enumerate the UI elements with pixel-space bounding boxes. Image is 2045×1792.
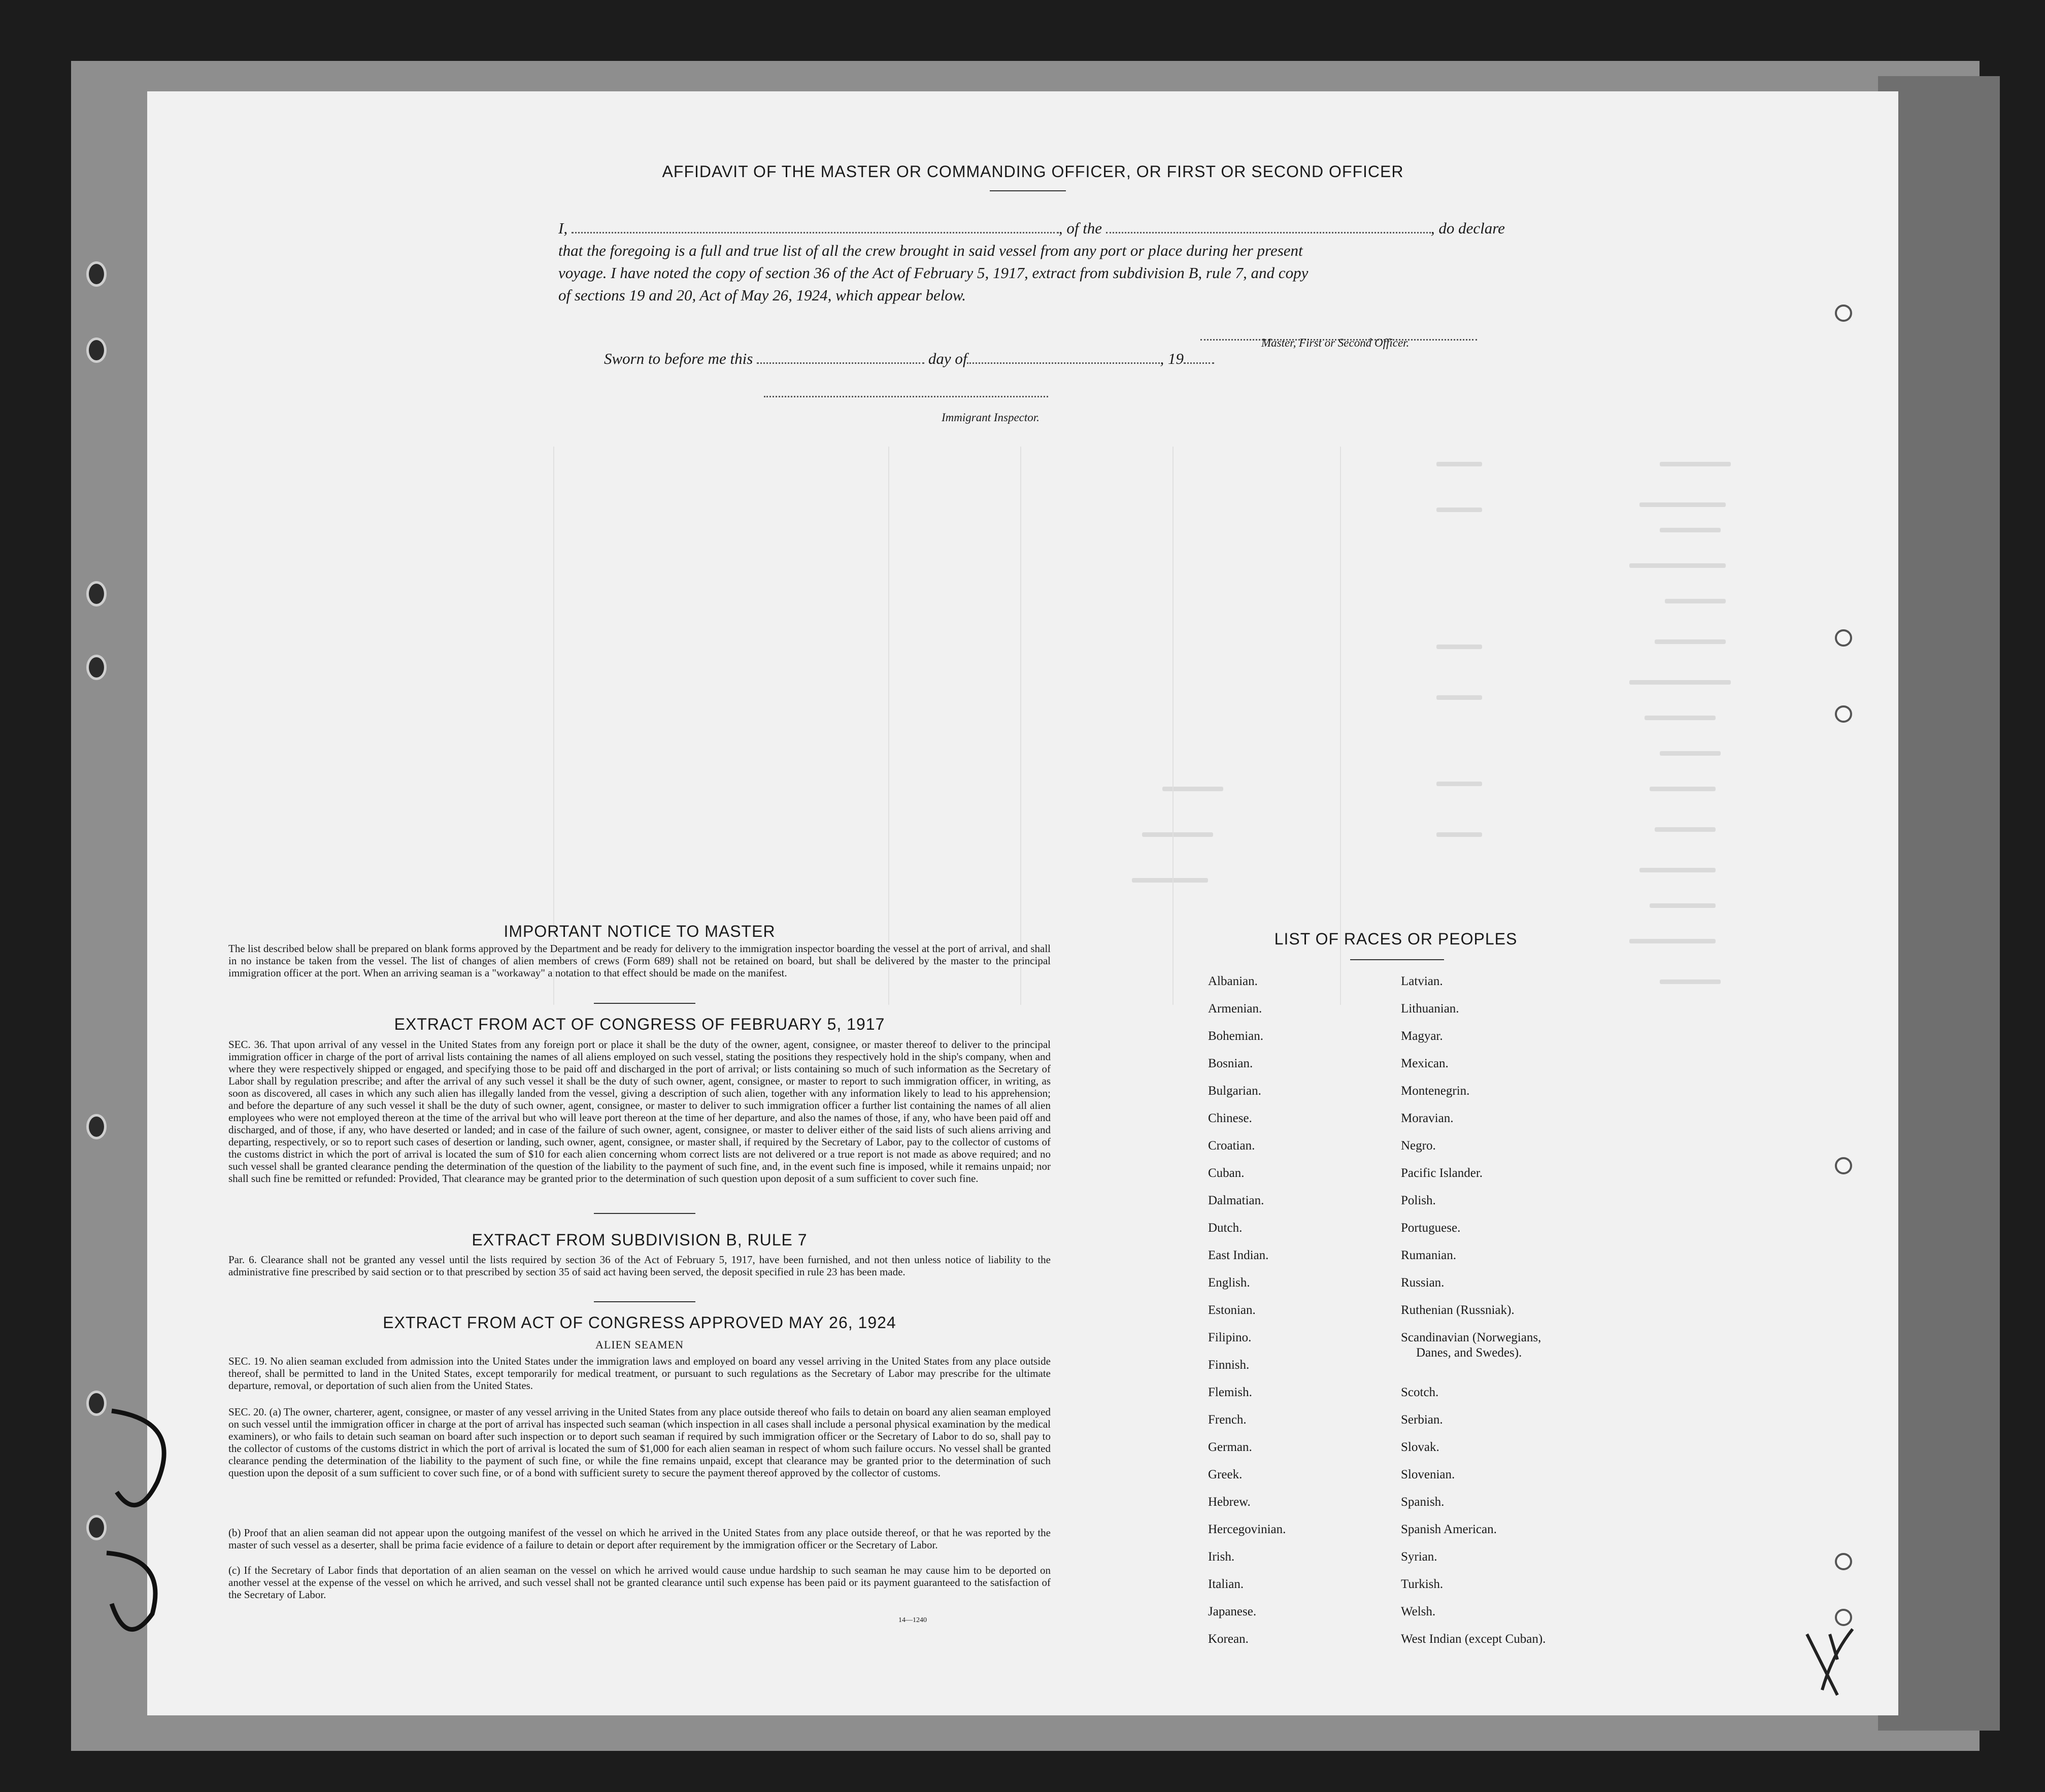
binder-hole <box>86 337 107 363</box>
race-item: Irish. <box>1208 1550 1235 1564</box>
extract-1917-title: EXTRACT FROM ACT OF CONGRESS OF FEBRUARY 5, 1917 <box>394 1015 885 1033</box>
race-item: Bohemian. <box>1208 1029 1264 1043</box>
race-item: German. <box>1208 1440 1252 1454</box>
extract-1924-sec20c: (c) If the Secretary of Labor finds that deportation of an alien seaman on the vessel on which he arrived would cause undue hardship to such seaman he may cause him to be deported on another vessel at the expense of the vessel on which he arrived, and such vessel shall not be granted clearance until such expense has been paid or its payment guaranteed to the satisfaction of the Secretary of Labor. <box>228 1564 1051 1601</box>
punch-mark <box>1835 705 1852 723</box>
bleed-through-mark <box>1132 878 1208 883</box>
bleed-through-line <box>553 447 554 1005</box>
binder-hole <box>86 581 107 606</box>
race-item: Russian. <box>1401 1276 1445 1290</box>
bleed-through-mark <box>1162 787 1223 791</box>
race-item: Filipino. <box>1208 1331 1252 1344</box>
race-item: Mexican. <box>1401 1057 1449 1070</box>
inspector-label: Immigrant Inspector. <box>942 411 1040 424</box>
section-rule <box>594 1301 695 1302</box>
race-item: Portuguese. <box>1401 1221 1461 1235</box>
race-item: Serbian. <box>1401 1413 1443 1427</box>
race-item: Rumanian. <box>1401 1248 1457 1262</box>
affidavit-of-the: , of the <box>1058 219 1102 237</box>
title-rule <box>990 190 1066 191</box>
handwritten-mark <box>1802 1624 1863 1700</box>
inspector-signature-line[interactable] <box>764 386 1048 397</box>
bleed-through-mark <box>1650 903 1716 908</box>
race-item: Moravian. <box>1401 1111 1454 1125</box>
sworn-day-of: day of <box>928 350 967 367</box>
extract-1924-title: EXTRACT FROM ACT OF CONGRESS APPROVED MAY 26, 1924 <box>383 1313 896 1332</box>
race-item: Bosnian. <box>1208 1057 1253 1070</box>
race-item: Spanish American. <box>1401 1523 1497 1536</box>
vessel-field[interactable] <box>1106 222 1431 233</box>
bleed-through-mark <box>1436 508 1482 512</box>
sworn-year: , 19 <box>1160 350 1184 367</box>
punch-mark <box>1835 629 1852 647</box>
rule7-body: Par. 6. Clearance shall not be granted any vessel until the lists required by section 36 of the Act of February 5, 1917, have been furnished, and not then unless notice of liability to the administrative fine prescribed by said section or to that prescribed by section 35 of said act having been served, the deposit specified in rule 23 has been made. <box>228 1254 1051 1278</box>
race-item: Slovenian. <box>1401 1468 1455 1481</box>
affidavit-line1 <box>558 217 1680 239</box>
race-item: Italian. <box>1208 1577 1244 1591</box>
race-item: Hercegovinian. <box>1208 1523 1286 1536</box>
race-item: East Indian. <box>1208 1248 1269 1262</box>
bleed-through-mark <box>1436 645 1482 649</box>
bleed-through-mark <box>1650 787 1716 791</box>
affidavit-do-declare: , do declare <box>1430 219 1505 237</box>
race-item: Ruthenian (Russniak). <box>1401 1303 1515 1317</box>
bleed-through-mark <box>1436 782 1482 786</box>
race-item: Bulgarian. <box>1208 1084 1261 1098</box>
bleed-through-mark <box>1655 639 1726 644</box>
notice-body: The list described below shall be prepared on blank forms approved by the Department and be ready for delivery to the immigration inspector boarding the vessel at the port of arrival, and shall in no instance be taken from the vessel. The list of changes of alien members of crews (Form 689) shall not be retained on board, but shall be delivered by the master to the principal immigration officer at the port. When an arriving seaman is a "workaway" a notation to that effect should be made on the manifest. <box>228 942 1051 979</box>
race-item: Negro. <box>1401 1139 1436 1153</box>
handwritten-loop <box>96 1391 188 1654</box>
bleed-through-mark <box>1639 502 1726 507</box>
bleed-through-mark <box>1436 462 1482 466</box>
race-item: Slovak. <box>1401 1440 1439 1454</box>
sworn-month-field[interactable] <box>967 352 1160 364</box>
punch-mark <box>1835 1157 1852 1174</box>
race-item: Chinese. <box>1208 1111 1252 1125</box>
bleed-through-mark <box>1660 751 1721 756</box>
race-item: Croatian. <box>1208 1139 1255 1153</box>
race-item: English. <box>1208 1276 1250 1290</box>
race-item: Polish. <box>1401 1194 1436 1207</box>
race-item: Turkish. <box>1401 1577 1444 1591</box>
bleed-through-mark <box>1436 695 1482 700</box>
affidavit-i: I, <box>558 219 568 237</box>
race-item: Greek. <box>1208 1468 1243 1481</box>
bleed-through-line <box>1340 447 1341 1005</box>
master-signature-label: Master, First or Second Officer. <box>1261 336 1410 349</box>
race-item: Finnish. <box>1208 1358 1250 1372</box>
section-rule <box>594 1213 695 1214</box>
form-number: 14—1240 <box>898 1616 927 1624</box>
races-title: LIST OF RACES OR PEOPLES <box>1274 930 1518 948</box>
bleed-through-line <box>1172 447 1174 1005</box>
race-item: Lithuanian. <box>1401 1002 1459 1016</box>
extract-1917-body: SEC. 36. That upon arrival of any vessel in the United States from any foreign port or place it shall be the duty of the owner, agent, consignee, or master thereof to deliver to the principal immigration officer in charge of the port of arrival lists containing the names of all aliens employed on such vessel, stating the positions they respectively hold in the ship's company, when and where they were respectively shipped or engaged, and specifying those to be paid off and discharged in the port of arrival; or lists containing so much of such information as the Secretary of Labor shall by regulation prescribe; and after the arrival of any such vessel it shall be the duty of such owner, agent, consignee, or master to report to such immigration officer, in writing, as soon as discovered, all cases in which any such alien has illegally landed from the vessel, giving a description of such alien, together with any information likely to lead to his apprehension; and before the departure of any such vessel it shall be the duty of such owner, agent, consignee, or master to deliver to such immigration officer a further list containing the names of all alien employees who were not employed thereon at the time of the arrival but who will leave port thereon at the time of her departure, and also the names of those, if any, who have been paid off and discharged, and of those, if any, who have deserted or landed; and in case of the failure of such owner, agent, consignee, or master to deliver either of the said lists of such aliens arriving and departing, respectively, or so to report such cases of desertion or landing, such owner, agent, consignee, or master shall, if required by the Secretary of Labor, pay to the collector of customs of the customs district in which the port of arrival is located the sum of $10 for each alien concerning whom correct lists are not delivered or a true report is not made as above required; and no such vessel shall be granted clearance pending the determination of the question of the liability to the payment of such fine, and, in the event such fine is imposed, while it remains unpaid; nor shall such fine be remitted or refunded: Provided, That clearance may be granted prior to the determination of such question upon deposit of a sum sufficient to cover such fine. <box>228 1038 1051 1185</box>
race-item: Scandinavian (Norwegians, <box>1401 1331 1541 1344</box>
bleed-through-mark <box>1660 979 1721 984</box>
form-page <box>147 91 1898 1715</box>
rule7-title: EXTRACT FROM SUBDIVISION B, RULE 7 <box>472 1231 808 1249</box>
race-item: Albanian. <box>1208 974 1258 988</box>
binder-hole <box>86 1114 107 1139</box>
extract-1924-subtitle: ALIEN SEAMEN <box>595 1338 684 1351</box>
race-item: French. <box>1208 1413 1247 1427</box>
race-item: Flemish. <box>1208 1385 1252 1399</box>
race-item: Hebrew. <box>1208 1495 1251 1509</box>
bleed-through-mark <box>1436 832 1482 837</box>
binder-hole <box>86 261 107 287</box>
extract-1924-sec20a: SEC. 20. (a) The owner, charterer, agent, consignee, or master of any vessel arriving in the United States from any place outside thereof who fails to detain on board any alien seaman employed on such vessel until the immigration officer in charge at the port of arrival has inspected such seaman (which inspection in all cases shall include a personal physical examination by the medical examiners), or who fails to detain such seaman on board after such inspection or to deport such seaman if required by such immigration officer or the Secretary of Labor to do so, shall pay to the collector of customs of the customs district in which the port of arrival is located the sum of $1,000 for each alien seaman in respect of whom such failure occurs. No vessel shall be granted clearance pending the determination of the liability to the payment of such fine, or while the fine remains unpaid, except that clearance may be granted prior to the determination of such question upon the deposit of a sum sufficient to cover such fine, or of a bond with sufficient surety to secure the payment thereof approved by the collector of customs. <box>228 1406 1051 1479</box>
affidavit-line2: that the foregoing is a full and true list of all the crew brought in said vessel from any port or place during her present <box>558 242 1303 259</box>
extract-1924-sec19: SEC. 19. No alien seaman excluded from admission into the United States under the immigration laws and employed on board any vessel arriving in the United States from any place outside thereof, shall be permitted to land in the United States, except temporarily for medical treatment, or pursuant to such regulations as the Secretary of Labor may prescribe for the ultimate departure, removal, or deportation of such alien from the United States. <box>228 1355 1051 1392</box>
punch-mark <box>1835 305 1852 322</box>
bleed-through-mark <box>1665 599 1726 603</box>
sworn-line <box>604 348 1214 369</box>
bleed-through-mark <box>1660 462 1731 466</box>
bleed-through-mark <box>1660 528 1721 532</box>
punch-mark <box>1835 1553 1852 1570</box>
notice-title: IMPORTANT NOTICE TO MASTER <box>504 922 776 940</box>
name-field[interactable] <box>572 222 1059 233</box>
extract-1924-sec20b: (b) Proof that an alien seaman did not appear upon the outgoing manifest of the vessel on which he arrived in the United States from any place outside thereof, or that he was reported by the master of such vessel as a deserter, shall be prima facie evidence of a failure to detain or deport after requirement by the immigration officer or the Secretary of Labor. <box>228 1527 1051 1551</box>
bleed-through-mark <box>1629 939 1716 943</box>
sworn-year-field[interactable] <box>1184 352 1214 364</box>
sworn-day-field[interactable] <box>757 352 924 364</box>
punch-mark <box>1835 1609 1852 1626</box>
bleed-through-mark <box>1629 563 1726 568</box>
bleed-through-mark <box>1645 716 1716 720</box>
bleed-through-line <box>888 447 889 1005</box>
races-rule <box>1350 959 1444 960</box>
race-item: Armenian. <box>1208 1002 1262 1016</box>
race-item: Latvian. <box>1401 974 1443 988</box>
affidavit-line3: voyage. I have noted the copy of section 36 of the Act of February 5, 1917, extract from subdivision B, rule 7, and copy <box>558 264 1309 282</box>
race-item: West Indian (except Cuban). <box>1401 1632 1546 1646</box>
race-item: Estonian. <box>1208 1303 1256 1317</box>
bleed-through-mark <box>1639 868 1716 872</box>
bleed-through-mark <box>1629 680 1731 685</box>
race-item: Dalmatian. <box>1208 1194 1264 1207</box>
race-item: Danes, and Swedes). <box>1416 1346 1522 1360</box>
section-rule <box>594 1003 695 1004</box>
race-item: Welsh. <box>1401 1605 1436 1618</box>
race-item: Dutch. <box>1208 1221 1243 1235</box>
race-item: Montenegrin. <box>1401 1084 1470 1098</box>
race-item: Pacific Islander. <box>1401 1166 1483 1180</box>
race-item: Scotch. <box>1401 1385 1439 1399</box>
bleed-through-mark <box>1142 832 1213 837</box>
race-item: Korean. <box>1208 1632 1249 1646</box>
race-item: Spanish. <box>1401 1495 1445 1509</box>
race-item: Magyar. <box>1401 1029 1443 1043</box>
race-item: Japanese. <box>1208 1605 1257 1618</box>
sworn-prefix: Sworn to before me this <box>604 350 753 367</box>
affidavit-line4: of sections 19 and 20, Act of May 26, 1924, which appear below. <box>558 286 966 304</box>
race-item: Syrian. <box>1401 1550 1437 1564</box>
bleed-through-mark <box>1655 827 1716 832</box>
race-item: Cuban. <box>1208 1166 1245 1180</box>
binder-hole <box>86 655 107 680</box>
bleed-through-line <box>1020 447 1021 1005</box>
affidavit-title: AFFIDAVIT OF THE MASTER OR COMMANDING OFFICER, OR FIRST OR SECOND OFFICER <box>662 162 1404 181</box>
